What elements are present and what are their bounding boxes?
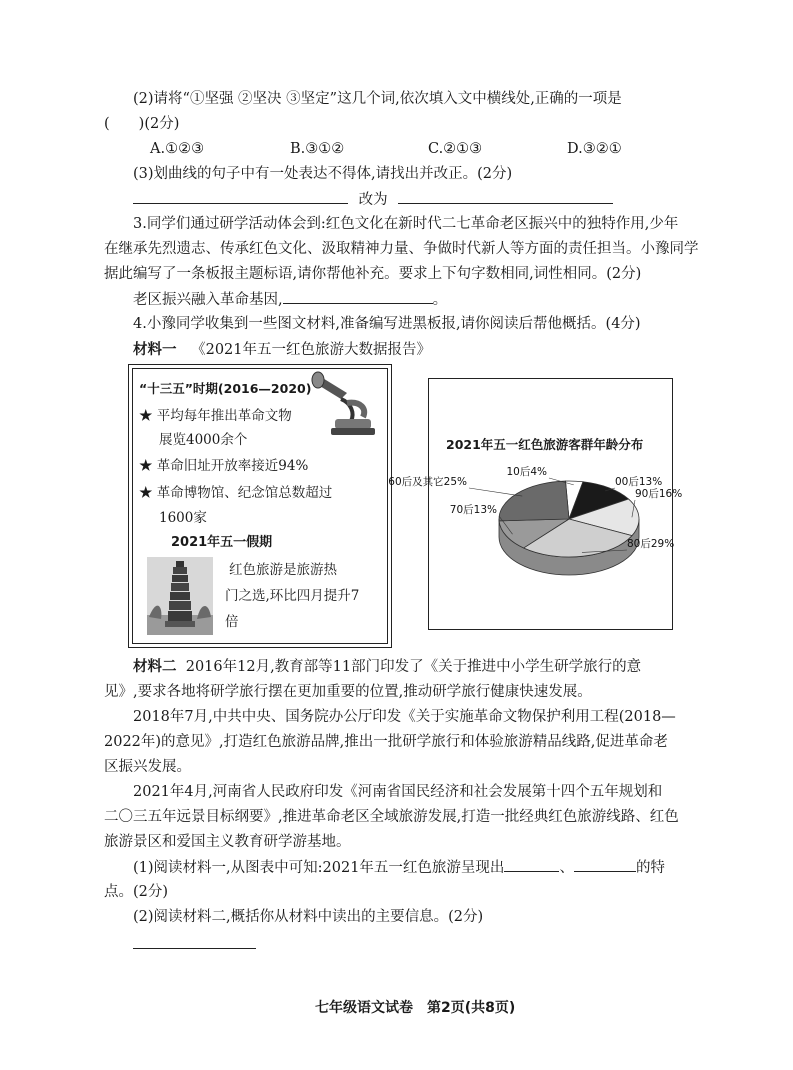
q3-line3: 据此编写了一条板报主题标语,请你帮他补充。要求上下句字数相同,词性相同。(2分) (104, 266, 642, 282)
q2-sub3-line1: (3)划曲线的句子中有一处表达不得体,请找出并改正。(2分) (133, 166, 513, 182)
pie-leader-5 (469, 488, 522, 496)
q2-option-d[interactable]: D.③②① (567, 141, 622, 157)
feature-blank-1[interactable] (504, 857, 559, 872)
bullet-3-text: 革命博物馆、纪念馆总数超过 (156, 485, 333, 501)
bullet-1 (139, 407, 292, 426)
q3-prefix: 老区振兴融入革命基因, (133, 292, 283, 308)
pie-label-1: 00后13% (615, 476, 663, 488)
bullet-3 (139, 484, 332, 503)
sub1-line2: 点。(2分) (104, 884, 169, 900)
answer-blank-corrected[interactable] (398, 189, 613, 204)
sub1-sep: 、 (559, 860, 574, 876)
q2-line1: (2)请将“①坚强 ②坚决 ③坚定”这几个词,依次填入文中横线处,正确的一项是 (133, 91, 622, 107)
sub2-answer-blank[interactable] (133, 948, 256, 949)
change-word: 改为 (358, 192, 388, 208)
sub1-suffix: 的特 (635, 860, 665, 876)
period-title: “十三五”时期(2016—2020) (139, 381, 312, 396)
page-footer: 七年级语文试卷 第2页(共8页) (315, 1000, 516, 1016)
pie-label-3: 80后29% (627, 538, 675, 550)
q4-line1: 4.小豫同学收集到一些图文材料,准备编写进黑板报,请你阅读后帮他概括。(4分) (133, 316, 641, 332)
star-icon: ★ (139, 485, 153, 501)
bullet-1-text: 平均每年推出革命文物 (156, 408, 292, 424)
q2-option-c[interactable]: C.②①③ (428, 141, 483, 157)
material2-p2-line3: 区振兴发展。 (104, 759, 191, 775)
pie-label-2: 90后16% (635, 488, 683, 500)
holiday-line2: 门之选,环比四月提升7 (225, 588, 360, 604)
material2-p1-line2: 见》,要求各地将研学旅行摆在更加重要的位置,推动研学旅行健康快速发展。 (104, 684, 592, 700)
q2-line2: ( )(2分) (104, 116, 180, 132)
star-icon: ★ (139, 408, 153, 424)
holiday-title: 2021年五一假期 (171, 535, 273, 550)
bullet-3-cont: 1600家 (159, 510, 207, 526)
q3-line2: 在继承先烈遗志、传承红色文化、汲取精神力量、争做时代新人等方面的责任担当。小豫同学 (104, 241, 699, 257)
bullet-2 (139, 457, 308, 476)
pie-chart-box (388, 378, 683, 630)
q2-sub3-answer-row (133, 189, 613, 210)
pie-slice-5 (499, 481, 569, 521)
material1-label: 材料一 (133, 342, 177, 358)
material1-infobox (128, 364, 392, 648)
holiday-line1: 红色旅游是旅游热 (229, 562, 337, 578)
material1-title: 《2021年五一红色旅游大数据报告》 (191, 342, 432, 358)
pie-label-4: 70后13% (449, 504, 497, 516)
material2-p3-line1: 2021年4月,河南省人民政府印发《河南省国民经济和社会发展第十四个五年规划和 (133, 784, 663, 800)
material2-p2-line1: 2018年7月,中共中央、国务院办公厅印发《关于实施革命文物保护利用工程(2018— (133, 709, 676, 725)
pagoda-photo (147, 557, 213, 635)
material2-p2-line2: 2022年)的意见》,打造红色旅游品牌,推出一批研学旅行和体验旅游精品线路,促进革命老 (104, 734, 668, 750)
chart-title: 2021年五一红色旅游客群年龄分布 (446, 437, 644, 452)
q3-line4 (133, 289, 447, 310)
bullet-1-cont: 展览4000余个 (159, 432, 248, 448)
material1-heading (133, 340, 431, 360)
material2-p1-text: 2016年12月,教育部等11部门印发了《关于推进中小学生研学旅行的意 (185, 659, 642, 675)
slogan-blank[interactable] (283, 289, 433, 304)
q2-option-b[interactable]: B.③①② (290, 141, 345, 157)
pie-label-5: 60后及其它25% (388, 476, 467, 488)
q3-suffix: 。 (432, 292, 448, 308)
feature-blank-2[interactable] (574, 857, 636, 872)
material2-p1-line1 (133, 657, 641, 677)
pie-label-0: 10后4% (506, 466, 547, 478)
q2-option-a[interactable]: A.①②③ (150, 141, 205, 157)
sub2-line1: (2)阅读材料二,概括你从材料中读出的主要信息。(2分) (133, 909, 484, 925)
sub1-line1 (133, 857, 665, 878)
star-icon: ★ (139, 458, 153, 474)
material2-label: 材料二 (133, 659, 177, 675)
holiday-line3: 倍 (225, 614, 239, 630)
material2-p3-line2: 二〇三五年远景目标纲要》,推进革命老区全域旅游发展,打造一批经典红色旅游线路、红色 (104, 809, 679, 825)
sub1-text: (1)阅读材料一,从图表中可知:2021年五一红色旅游呈现出 (133, 860, 505, 876)
q3-line1: 3.同学们通过研学活动体会到:红色文化在新时代二七革命老区振兴中的独特作用,少年 (133, 216, 679, 232)
material2-p3-line3: 旅游景区和爱国主义教育研学游基地。 (104, 834, 351, 850)
bugle-relic-icon (311, 373, 381, 437)
answer-blank-original[interactable] (133, 189, 348, 204)
bullet-2-text: 革命旧址开放率接近94% (156, 458, 309, 474)
pie-chart (388, 379, 683, 629)
